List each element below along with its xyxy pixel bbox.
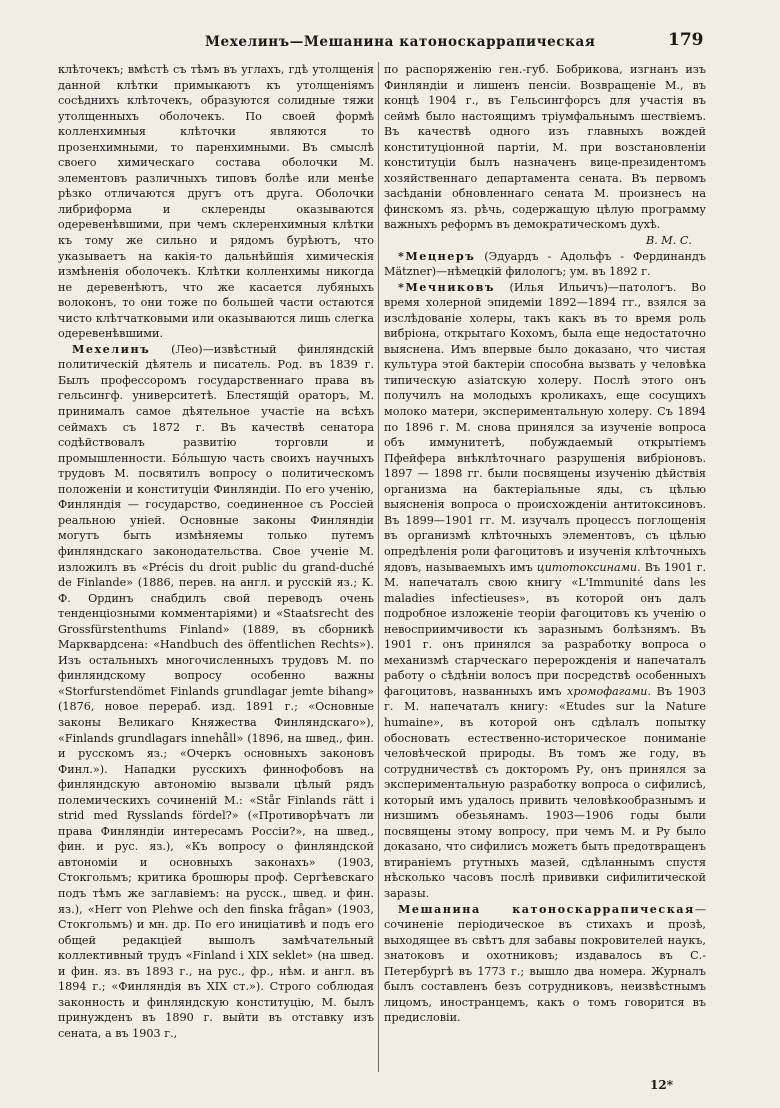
- italic-term: хромофагами: [567, 684, 648, 698]
- signature-mark: 12*: [650, 1078, 673, 1092]
- author-signature: В. М. С.: [645, 234, 692, 248]
- column-divider: [378, 62, 379, 1072]
- entry-text: (Илья Ильичъ)—патологъ. Во время холерной эпидеміи 1892—1894 гг., взялся за изслѣдованіе холеры, такъ какъ въ то время роль вибріона, открытаго Кохомъ, была еще недостаточно выяснена. Имъ впервые было доказано, что чистая культура этой бактеріи способна вызвать у человѣка типическую азіатскую холеру. Послѣ этого онъ получилъ на молодыхъ кроликахъ, еще сосущихъ молоко матери, экспериментальную холеру. Съ 1894 по 1896 г. М. снова принялся за изученіе вопроса объ иммунитетѣ, побуждаемый открытіемъ Пфейфера внѣклѣточнаго разрушенія вибріоновъ. 1897 — 1898 гг. были посвящены изученію дѣйствія организма на бактеріальные яды, съ цѣлью выясненія вопроса о происхожденіи антитоксиновъ. Въ 1899—1901 гг. М. изучалъ процессъ поглощенія въ организмѣ клѣточныхъ элементовъ, съ цѣлью опредѣленія роли фагоцитовъ и изученія клѣточныхъ ядовъ, называемыхъ имъ: [384, 280, 706, 574]
- entry-text: (Эдуардъ - Адольфъ - Фердинандъ Mätzner)—нѣмецкій филологъ; ум. въ 1892 г.: [384, 249, 706, 279]
- page-header: [0, 30, 780, 54]
- entry-continuation: [58, 62, 374, 342]
- entry-text: (Лео)—извѣстный финляндскій политическій дѣятель и писатель. Род. въ 1839 г. Былъ профессоромъ государственнаго права въ гельсингф. университетѣ. Блестящій ораторъ, М. принималъ самое дѣятельное участіе на всѣхъ сеймахъ съ 1872 г. Въ качествѣ сенатора содѣйствовалъ развитію торговли и промышленности. Бóльшую часть своихъ научныхъ трудовъ М. посвятилъ вопросу о политическомъ положеніи и конституціи Финляндіи. По его ученію, Финляндія — государство, соединенное съ Россіей реальною уніей. Основные законы Финляндіи могутъ быть измѣняемы только путемъ финляндскаго законодательства. Свое ученіе М. изложилъ въ «Précis du droit public du grand-duché de Finlande» (1886, перев. на англ. и русскій яз.; К. Ф. Ординъ снабдилъ свой переводъ очень тенденціозными комментаріями) и «Staatsrecht des Grossfürstenthums Finland» (1889, въ сборникѣ Марквардсена: «Handbuch des öffentlichen Rechts»). Изъ остальныхъ многочисленныхъ трудовъ М. по финляндскому вопросу особенно важны «Storfurstendömet Finlands grundlagar jemte bihang» (1876, новое перераб. изд. 1891 г.; «Основные законы Великаго Княжества Финляндскаго»), «Finlands grundlagars innehåll» (1896, на швед., фин. и русскомъ яз.; «Очеркъ основныхъ законовъ Финл.»). Нападки русскихъ финнофобовъ на финляндскую автономію вызвали цѣлый рядъ полемическихъ сочиненій М.: «Står Finlands rätt i strid med Rysslands fördel?» («Противорѣчатъ ли права Финляндіи интересамъ Россіи?», на швед., фин. и рус. яз.), «Къ вопросу о финляндской автономіи и основныхъ законахъ» (1903, Стокгольмъ; критика брошюры проф. Сергѣевскаго подъ тѣмъ же заглавіемъ: на русск., швед. и фин. яз.), «Herr von Plehwe och den finska frågan» (1903, Стокгольмъ) и мн. др. По его иниціативѣ и подъ его общей редакціей вышолъ замѣчательный коллективный трудъ «Finland i XIX seklet» (на швед. и фин. яз. въ 1893 г., на рус., фр., нѣм. и англ. въ 1894 г.; «Финляндія въ XIX ст.»). Строго соблюдая законность и финляндскую конституцію, М. былъ принужденъ въ 1890 г. выйти въ отставку изъ сената, а въ 1903 г.,: [58, 342, 374, 1040]
- entry-headword: Мешанина катоноскаррапическая: [398, 901, 695, 916]
- running-title: Мехелинъ—Мешанина катоноскаррапическая: [205, 34, 596, 50]
- right-column: [384, 62, 706, 1026]
- entry-metsner: [384, 249, 706, 280]
- entry-mehelin: [58, 342, 374, 1042]
- entry-text: —сочиненіе періодическое въ стихахъ и прозѣ, выходящее въ свѣтъ для забавы покровителей наукъ, знатоковъ и охотниковъ; издавалось въ С.-Петербургѣ въ 1773 г.; вышло два номера. Журналъ былъ составленъ безъ сотрудниковъ, неизвѣстнымъ лицомъ, иностранцемъ, какъ о томъ говорится въ предисловіи.: [384, 902, 706, 1025]
- entry-text: клѣточекъ; вмѣстѣ съ тѣмъ въ углахъ, гдѣ утолщенія данной клѣтки примыкаютъ къ утолщеніямъ сосѣднихъ клѣточекъ, образуются солидные тяжи утолщенныхъ оболочекъ. По своей формѣ колленхимныя клѣточки являются то прозенхимными, то паренхимными. Въ смыслѣ своего химическаго состава оболочки М. элементовъ различныхъ типовъ болѣе или менѣе рѣзко отличаются другъ отъ друга. Оболочки либриформа и склеренды оказываются одеревенѣвшими, при чемъ склеренхимныя клѣтки къ тому же сильно и рядомъ бурѣютъ, что указываетъ на какія-то дальнѣйшія химическія измѣненія оболочекъ. Клѣтки колленхимы никогда не деревенѣютъ, что же касается лубяныхъ волоконъ, то они тоже по большей части остаются чисто клѣтчатковыми или оказываются лишь слегка одеревенѣвшими.: [58, 63, 374, 341]
- page-number: 179: [668, 30, 704, 50]
- entry-text: по распоряженію ген.-губ. Бобрикова, изгнанъ изъ Финляндіи и лишенъ пенсіи. Возвращеніе М., въ концѣ 1904 г., въ Гельсингфорсъ для участія въ сеймѣ было настоящимъ тріумфальнымъ шествіемъ. Въ качествѣ одного изъ главныхъ вождей конституціонной партіи, М. при возстановленіи конституціи былъ назначенъ вице-президентомъ хозяйственнаго департамента сената. Въ первомъ засѣданіи обновленнаго сената М. произнесъ на финскомъ яз. рѣчь, содержащую цѣлую программу важныхъ реформъ въ демократическомъ духѣ.: [384, 63, 706, 232]
- entry-headword: *Мецнеръ: [398, 248, 476, 263]
- entry-continuation: [384, 62, 706, 249]
- entry-text: . Въ 1901 г. М. напечаталъ свою книгу «L'Immunité dans les maladies infectieuses», въ которой онъ далъ подробное изложеніе теоріи фагоцитовъ къ ученію о невосприимчивости къ заразнымъ болѣзнямъ. Въ 1901 г. онъ принялся за разработку вопроса о механизмѣ старческаго перерожденія и напечаталъ работу о сѣдѣніи волосъ при посредствѣ особенныхъ фагоцитовъ, названныхъ имъ: [384, 560, 706, 698]
- italic-term: цитотоксинами: [536, 560, 638, 574]
- entry-headword: Мехелинъ: [72, 341, 151, 356]
- entry-meshanina: [384, 902, 706, 1026]
- entry-text: . Въ 1903 г. М. напечаталъ книгу: «Etudes sur la Nature humaine», въ которой онъ сдѣлалъ попытку обосновать естественно-историческое пониманіе человѣческой природы. Въ томъ же году, въ сотрудничествѣ съ докторомъ Ру, онъ принялся за экспериментальную разработку вопроса о сифилисѣ, который имъ удалось привить человѣкообразнымъ и низшимъ обезьянамъ. 1903—1906 годы были посвящены этому вопросу, при чемъ М. и Ру было доказано, что сифилисъ можетъ быть предотвращенъ втираніемъ ртутныхъ мазей, сдѣланнымъ спустя нѣсколько часовъ послѣ прививки сифилитической заразы.: [384, 684, 706, 900]
- entry-mechnikov: [384, 280, 706, 902]
- entry-headword: *Мечниковъ: [398, 279, 495, 294]
- left-column: [58, 62, 374, 1041]
